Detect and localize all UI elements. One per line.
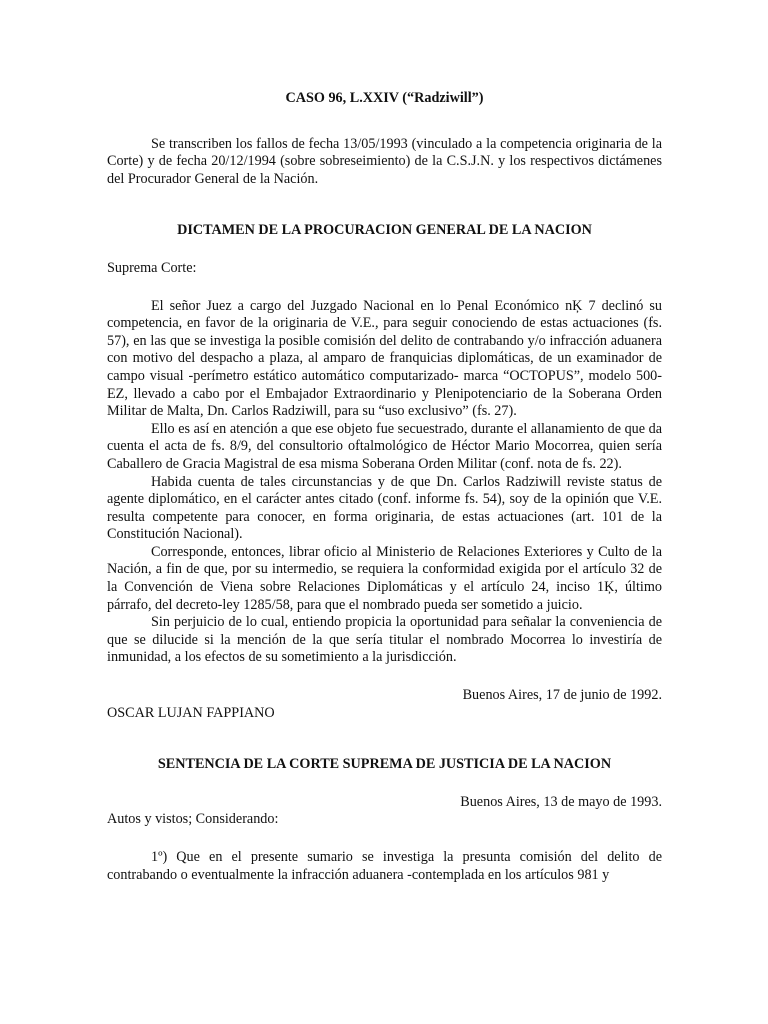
case-title: CASO 96, L.XXIV (“Radziwill”) [285,90,484,106]
dictamen-date: Buenos Aires, 17 de junio de 1992. [462,687,662,704]
sentencia-heading: SENTENCIA DE LA CORTE SUPREMA DE JUSTICIA DE LA NACION [157,756,612,773]
dictamen-paragraph: Habida cuenta de tales circunstancias y de que Dn. Carlos Radziwill reviste status de agente diplomático, en el carácter antes citado (conf. informe fs. 54), soy de la opinión que V.E. resulta competente para conocer, en forma originaria, de estas actuaciones (art. 101 de la Constitución Nacional). [107,473,662,543]
signature: OSCAR LUJAN FAPPIANO [107,704,275,721]
intro-paragraph: Se transcriben los fallos de fecha 13/05/1993 (vinculado a la competencia originaria de la Corte) y de fecha 20/12/1994 (sobre sobreseimiento) de la C.S.J.N. y los respectivos dictámenes del Procurador General de la Nación. [107,135,662,187]
document-page [107,90,662,884]
dictamen-paragraph: Sin perjuicio de lo cual, entiendo propicia la oportunidad para señalar la conveniencia de que se dilucide si la mención de la que sería titular el nombrado Mocorrea lo investiría de inmunidad, a los efectos de su sometimiento a la jurisdicción. [107,614,662,666]
sentencia-date: Buenos Aires, 13 de mayo de 1993. [460,793,662,810]
dictamen-paragraph: Corresponde, entonces, librar oficio al Ministerio de Relaciones Exteriores y Culto de la Nación, a fin de que, por su intermedio, se requiera la conformidad exigida por el artículo 32 de la Convención de Viena sobre Relaciones Diplomáticas y el artículo 24, inciso 1Ķ, último párrafo, del decreto-ley 1285/58, para que el nombrado pueda ser sometido a juicio. [107,543,662,613]
sentencia-paragraph: 1º) Que en el presente sumario se investiga la presunta comisión del delito de contrabando o eventualmente la infracción aduanera -contemplada en los artículos 981 y [107,849,662,883]
salutation: Suprema Corte: [107,259,197,276]
dictamen-paragraph: El señor Juez a cargo del Juzgado Nacional en lo Penal Económico nĶ 7 declinó su competencia, en favor de la originaria de V.E., para seguir conociendo de estas actuaciones (fs. 57), en las que se investiga la posible comisión del delito de contrabando y/o infracción aduanera con motivo del despacho a plaza, al amparo de franquicias diplomáticas, de un examinador de campo visual -perímetro estático automático computarizado- marca “OCTOPUS”, modelo 500-EZ, llevado a cabo por el Embajador Extraordinario y Plenipotenciario de la Soberana Orden Militar de Malta, Dn. Carlos Radziwill, para su “uso exclusivo” (fs. 27). [107,297,662,420]
dictamen-paragraph: Ello es así en atención a que ese objeto fue secuestrado, durante el allanamiento de que da cuenta el acta de fs. 8/9, del consultorio oftalmológico de Héctor Mario Mocorrea, quien sería Caballero de Gracia Magistral de esa misma Soberana Orden Militar (conf. nota de fs. 22). [107,420,662,472]
sentencia-opening: Autos y vistos; Considerando: [107,811,279,828]
dictamen-heading: DICTAMEN DE LA PROCURACION GENERAL DE LA NACION [177,222,592,239]
